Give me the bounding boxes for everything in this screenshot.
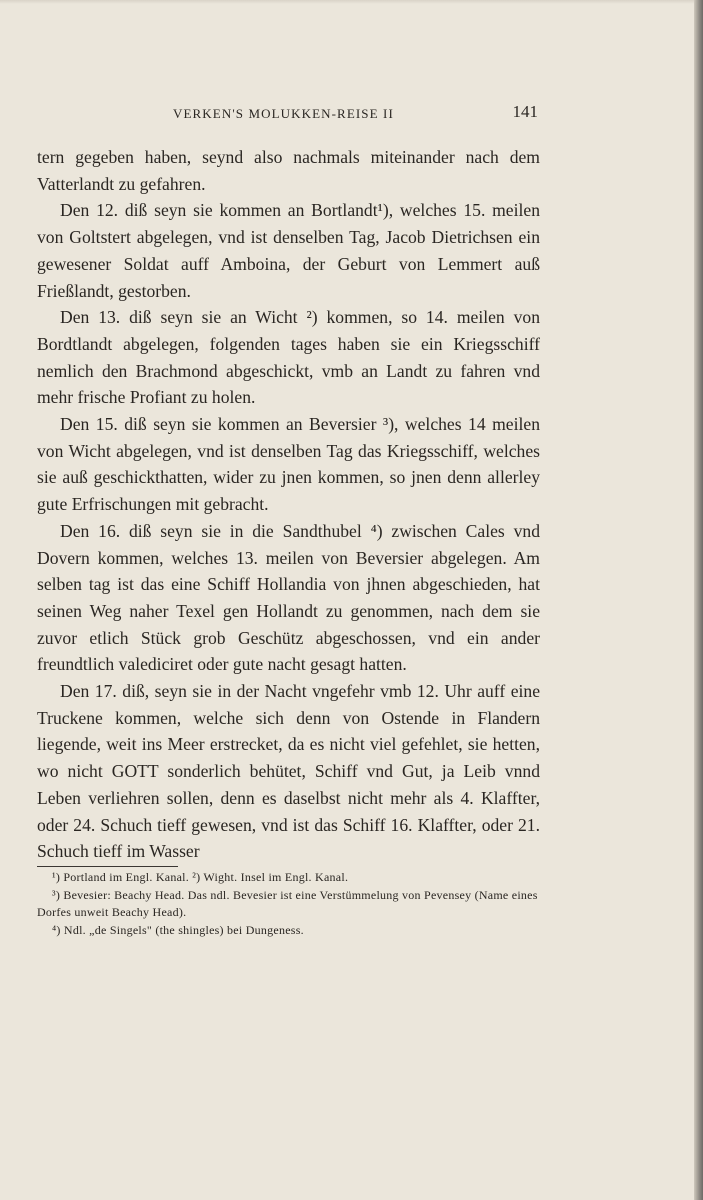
paragraph-6: Den 17. diß, seyn sie in der Nacht vngefehr vmb 12. Uhr auff eine Truckene kommen, welche sich denn von Ostende in Flandern liegende, weit ins Meer erstrecket, da es nicht viel gefehlet, sie hetten, wo nicht GOTT sonderlich behütet, Schiff vnd Gut, ja Leib vnnd Leben verliehren sollen, denn es daselbst nicht mehr als 4. Klaffter, oder 24. Schuch tieff gewesen, vnd ist das Schiff 16. Klaffter, oder 21. Schuch tieff im Wasser <box>37 681 540 862</box>
footnote-rule <box>37 866 178 867</box>
footnote-4: ⁴) Ndl. „de Singels" (the shingles) bei Dungeness. <box>52 922 304 937</box>
page-right-edge <box>694 0 703 1200</box>
body-text <box>37 144 540 865</box>
footnote-1-2: ¹) Portland im Engl. Kanal. ²) Wight. Insel im Engl. Kanal. <box>52 870 349 884</box>
paragraph-4: Den 15. diß seyn sie kommen an Beversier ³), welches 14 meilen von Wicht abgelegen, vnd ist denselben Tag das Kriegsschiff, welches sie auß geschickthatten, wider zu jnen kommen, so jnen denn allerley gute Erfrischungen mit gebracht. <box>37 414 540 515</box>
paragraph-3: Den 13. diß seyn sie an Wicht ²) kommen, so 14. meilen von Bordtlandt abgelegen, folgenden tages haben sie ein Kriegsschiff nemlich den Brachmond abgeschickt, vmb an Landt zu fahren vnd mehr frische Profiant zu holen. <box>37 307 540 408</box>
paragraph-5: Den 16. diß seyn sie in die Sandthubel ⁴) zwischen Cales vnd Dovern kommen, welches 13. meilen von Beversier abgelegen. Am selben tag ist das eine Schiff Hollandia von jhnen abgeschieden, hat seinen Weg naher Texel gen Hollandt zu genommen, nach dem sie zuvor etlich Stück grob Geschütz abgeschossen, vnd ein ander freundtlich valediciret oder gute nacht gesagt hatten. <box>37 520 540 675</box>
page-header <box>37 102 540 128</box>
paragraph-2: Den 12. diß seyn sie kommen an Bortlandt¹), welches 15. meilen von Goltstert abgelegen, vnd ist denselben Tag, Jacob Dietrichsen ein gewesener Soldat auff Amboina, der Geburt von Lemmert auß Frießlandt, gestorben. <box>37 200 540 301</box>
paragraph-1: tern gegeben haben, seynd also nachmals miteinander nach dem Vatterlandt zu gefahren. <box>37 147 540 194</box>
page-top-edge <box>0 0 703 4</box>
page-number: 141 <box>512 102 538 121</box>
footnote-3: ³) Bevesier: Beachy Head. Das ndl. Bevesier ist eine Verstümmelung von Pevensey (Name eines Dorfes unweit Beachy Head). <box>37 887 538 919</box>
footnotes <box>37 869 540 939</box>
running-head: VERKEN'S MOLUKKEN-REISE II <box>173 106 394 121</box>
